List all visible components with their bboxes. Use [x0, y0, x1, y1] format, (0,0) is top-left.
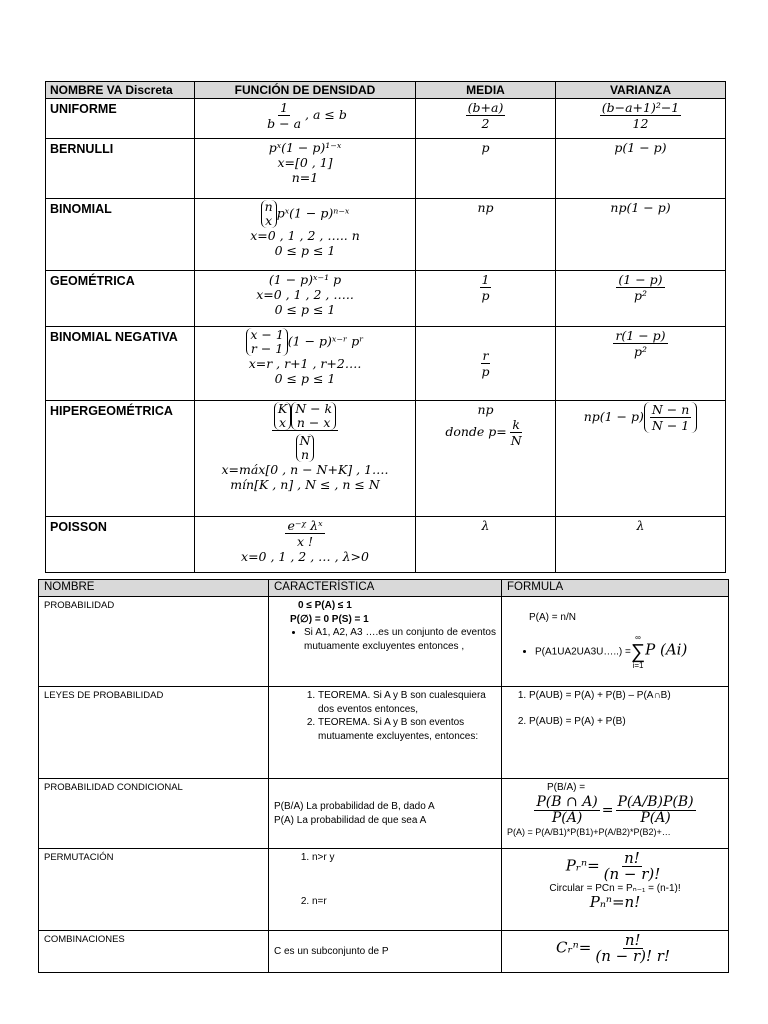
formula-probabilidad: P(A) = n/N • P(A1UA2UA3U…..) = ∞ ∑ i=1 P (Ai) — [502, 597, 729, 687]
name-probabilidad: PROBABILIDAD — [39, 597, 269, 687]
caract-leyes: 1. TEOREMA. Si A y B son cualesquiera dos eventos entonces, 2. TEOREMA. Si A y B son eventos mutuamente excluyentes, entonces: — [269, 687, 502, 779]
distributions-table — [45, 81, 726, 573]
density-geometrica: (1 − p)ˣ⁻¹ p x=0 , 1 , 2 , ….. 0 ≤ p ≤ 1 — [195, 271, 416, 327]
name-hipergeometrica: HIPERGEOMÉTRICA — [46, 401, 195, 517]
header-formula: FORMULA — [502, 580, 729, 597]
name-leyes: LEYES DE PROBABILIDAD — [39, 687, 269, 779]
density-bernulli: pˣ(1 − p)¹⁻ˣ x=[0 , 1] n=1 — [195, 139, 416, 199]
varianza-uniforme: $\frac{\text{(b−a+1)²−1}}{12}$ — [556, 99, 726, 139]
formula-permutacion: Pᵣⁿ= $\frac{n!}{(n - r)!}$ Circular = PCn = Pₙ₋₁ = (n-1)! Pₙⁿ=n! — [502, 849, 729, 931]
name-uniforme: UNIFORME — [46, 99, 195, 139]
name-combinaciones: COMBINACIONES — [39, 931, 269, 973]
name-bernulli: BERNULLI — [46, 139, 195, 199]
name-geometrica: GEOMÉTRICA — [46, 271, 195, 327]
row-combinaciones — [39, 931, 729, 973]
media-binomial: np — [416, 199, 556, 271]
row-permutacion — [39, 849, 729, 931]
formula-leyes: 1. P(AUB) = P(A) + P(B) – P(A∩B) 2. P(AUB) = P(A) + P(B) — [502, 687, 729, 779]
formula-condicional: P(B/A) = $\frac{P(B \cap A)}{P(A)}$ = $\frac{P(A/B)P(B)}{P(A)}$ P(A) = P(A/B1)*P(B1)+P(A/B2)*P(B2)+… — [502, 779, 729, 849]
name-binomial: BINOMIAL — [46, 199, 195, 271]
header-funcion: FUNCIÓN DE DENSIDAD — [195, 82, 416, 99]
row-binomial-negativa — [46, 327, 726, 401]
varianza-poisson: λ — [556, 517, 726, 573]
varianza-bernulli: p(1 − p) — [556, 139, 726, 199]
distributions-header-row — [46, 82, 726, 99]
density-poisson: $\frac{\text{e⁻ᵡ λˣ}}{x !}$ x=0 , 1 , 2 , … , λ>0 — [195, 517, 416, 573]
varianza-geometrica: $\frac{(1 - p)}{\text{p²}}$ — [556, 271, 726, 327]
row-geometrica — [46, 271, 726, 327]
name-poisson: POISSON — [46, 517, 195, 573]
varianza-binomial-negativa: $\frac{r(1 - p)}{\text{p²}}$ — [556, 327, 726, 401]
probability-table — [38, 579, 729, 973]
row-binomial — [46, 199, 726, 271]
density-binomial: n x pˣ(1 − p)ⁿ⁻ˣ x=0 , 1 , 2 , ….. n 0 ≤ p ≤ 1 — [195, 199, 416, 271]
name-condicional: PROBABILIDAD CONDICIONAL — [39, 779, 269, 849]
varianza-hipergeometrica: np(1 − p) $\frac{N - n}{N - 1}$ — [556, 401, 726, 517]
header-varianza: VARIANZA — [556, 82, 726, 99]
header-media: MEDIA — [416, 82, 556, 99]
name-binomial-negativa: BINOMIAL NEGATIVA — [46, 327, 195, 401]
media-bernulli: p — [416, 139, 556, 199]
caract-condicional: P(B/A) La probabilidad de B, dado A P(A) La probabilidad de que sea A — [269, 779, 502, 849]
media-hipergeometrica: np donde p= $\frac{k}{N}$ — [416, 401, 556, 517]
formula-combinaciones: Cᵣⁿ= $\frac{n!}{(n - r)! r!}$ — [502, 931, 729, 973]
probability-header-row — [39, 580, 729, 597]
caract-combinaciones: C es un subconjunto de P — [269, 931, 502, 973]
density-binomial-negativa: x − 1 r − 1 (1 − p)ˣ⁻ʳ pʳ x=r , r+1 , r+2…. 0 ≤ p ≤ 1 — [195, 327, 416, 401]
row-bernulli — [46, 139, 726, 199]
row-uniforme — [46, 99, 726, 139]
row-condicional — [39, 779, 729, 849]
row-leyes — [39, 687, 729, 779]
media-poisson: λ — [416, 517, 556, 573]
media-uniforme: $\frac{(b+a)}{2}$ — [416, 99, 556, 139]
media-geometrica: $\frac{1}{p}$ — [416, 271, 556, 327]
density-uniforme: $\frac{1}{b - a}$ , a ≤ b — [195, 99, 416, 139]
media-binomial-negativa: $\frac{r}{p}$ — [416, 327, 556, 401]
row-poisson — [46, 517, 726, 573]
caract-permutacion: 1. n>r y 2. n=r — [269, 849, 502, 931]
name-permutacion: PERMUTACIÓN — [39, 849, 269, 931]
header-nombre: NOMBRE VA Discreta — [46, 82, 195, 99]
header-caracteristica: CARACTERÍSTICA — [269, 580, 502, 597]
header-nombre-2: NOMBRE — [39, 580, 269, 597]
row-probabilidad — [39, 597, 729, 687]
varianza-binomial: np(1 − p) — [556, 199, 726, 271]
row-hipergeometrica — [46, 401, 726, 517]
density-hipergeometrica: K x N − k n − x N n x=máx[0 , n − N+K] , 1…. mín[K , n] , N ≤ , n ≤ N — [195, 401, 416, 517]
caract-probabilidad: 0 ≤ P(A) ≤ 1 P(∅) = 0 P(S) = 1 • Si A1, A2, A3 ….es un conjunto de eventos mutuamente excluyentes entonces , — [269, 597, 502, 687]
